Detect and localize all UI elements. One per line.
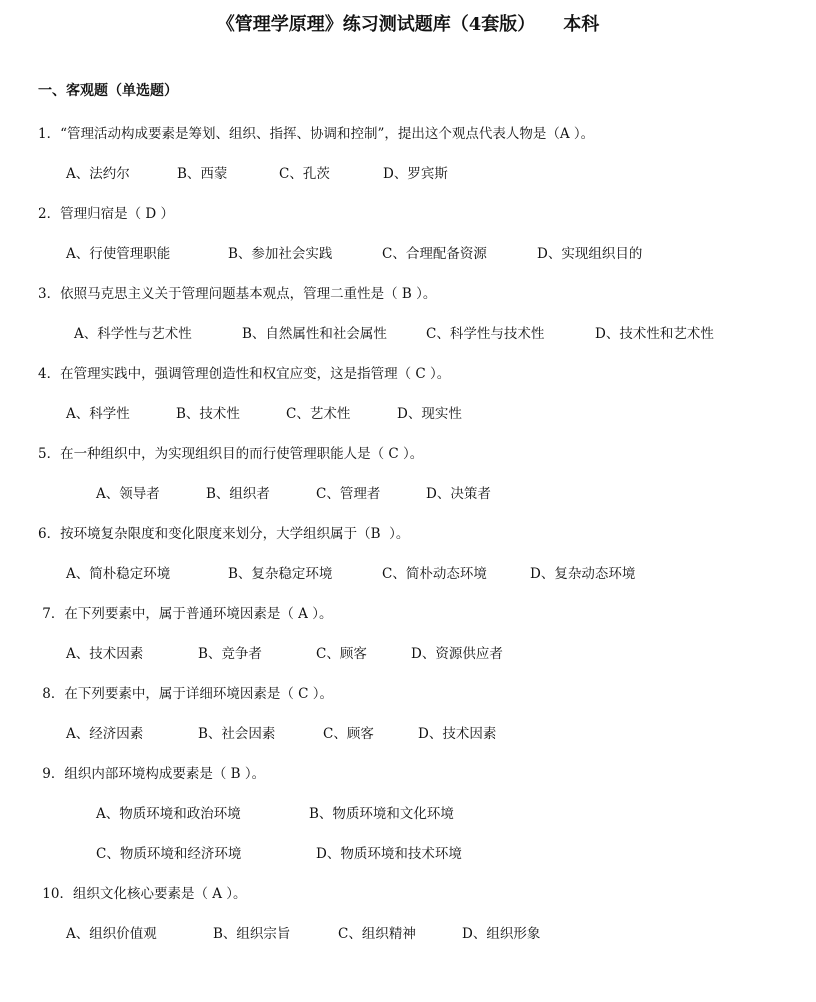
question-5: 5．在一种组织中，为实现组织目的而行使管理职能人是（ C ）。: [38, 446, 424, 462]
option-a: A、科学性: [66, 406, 130, 422]
level-label: 本科: [563, 14, 600, 35]
option-b: B、组织宗旨: [213, 926, 291, 942]
option-b: B、社会因素: [198, 726, 276, 742]
question-8: 8．在下列要素中，属于详细环境因素是（ C ）。: [38, 686, 334, 702]
option-a: A、行使管理职能: [66, 246, 171, 262]
option-d: D、物质环境和技术环境: [316, 846, 462, 862]
option-d: D、实现组织目的: [537, 246, 643, 262]
question-7: 7．在下列要素中，属于普通环境因素是（ A ）。: [38, 606, 333, 622]
option-d: D、罗宾斯: [383, 166, 448, 182]
document-title: [0, 10, 816, 36]
option-d: D、现实性: [397, 406, 462, 422]
option-d: D、资源供应者: [411, 646, 503, 662]
option-b: B、西蒙: [177, 166, 228, 182]
option-c: C、艺术性: [286, 406, 351, 422]
option-b: B、技术性: [176, 406, 240, 422]
option-c: C、简朴动态环境: [382, 566, 487, 582]
question-9: 9．组织内部环境构成要素是（ B ）。: [38, 766, 266, 782]
option-c: C、管理者: [316, 486, 381, 502]
option-c: C、物质环境和经济环境: [96, 846, 242, 862]
option-c: C、顾客: [323, 726, 374, 742]
question-1: 1．“管理活动构成要素是筹划、组织、指挥、协调和控制”，提出这个观点代表人物是（A ）。: [38, 126, 595, 142]
title-text: 《管理学原理》练习测试题库（4套版）: [216, 14, 536, 35]
question-4: 4．在管理实践中，强调管理创造性和权宜应变，这是指管理（ C ）。: [38, 366, 451, 382]
options-10: [66, 922, 541, 1002]
option-a: A、简朴稳定环境: [66, 566, 171, 582]
option-c: C、组织精神: [338, 926, 416, 942]
question-2: 2．管理归宿是（ D ）: [38, 206, 174, 222]
option-a: A、技术因素: [66, 646, 144, 662]
option-a: A、经济因素: [66, 726, 144, 742]
option-c: C、科学性与技术性: [426, 326, 545, 342]
option-b: B、自然属性和社会属性: [242, 326, 387, 342]
option-b: B、物质环境和文化环境: [309, 806, 454, 822]
section-heading: 一、客观题（单选题）: [38, 83, 178, 99]
option-d: D、组织形象: [462, 926, 541, 942]
option-d: D、决策者: [426, 486, 491, 502]
option-d: D、复杂动态环境: [530, 566, 636, 582]
option-a: A、组织价值观: [66, 926, 157, 942]
question-3: 3．依照马克思主义关于管理问题基本观点，管理二重性是（ B ）。: [38, 286, 437, 302]
option-a: A、科学性与艺术性: [74, 326, 192, 342]
option-c: C、孔茨: [279, 166, 330, 182]
option-c: C、合理配备资源: [382, 246, 487, 262]
option-d: D、技术性和艺术性: [595, 326, 714, 342]
question-6: 6．按环境复杂限度和变化限度来划分，大学组织属于（B ）。: [38, 526, 410, 542]
option-b: B、参加社会实践: [228, 246, 333, 262]
option-a: A、法约尔: [66, 166, 130, 182]
option-b: B、复杂稳定环境: [228, 566, 333, 582]
option-a: A、领导者: [96, 486, 160, 502]
option-c: C、顾客: [316, 646, 367, 662]
option-a: A、物质环境和政治环境: [96, 806, 241, 822]
option-d: D、技术因素: [418, 726, 497, 742]
option-b: B、竞争者: [198, 646, 262, 662]
option-b: B、组织者: [206, 486, 270, 502]
question-10: 10．组织文化核心要素是（ A ）。: [38, 886, 247, 902]
